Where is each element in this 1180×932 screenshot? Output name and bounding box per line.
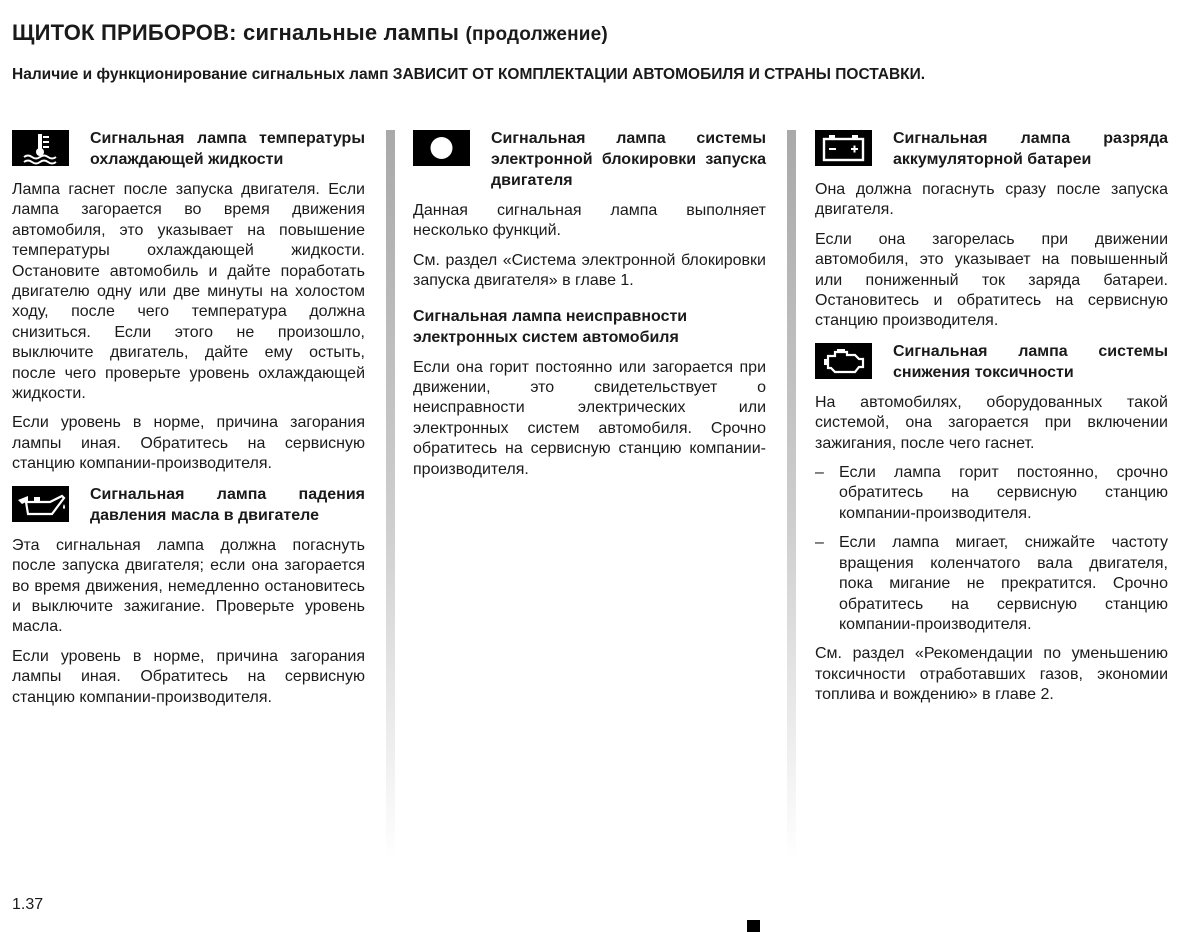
oil-heading-text: Сигнальная лампа падения давления масла в двигателе [90, 485, 365, 524]
coolant-section-heading [12, 128, 365, 170]
battery-heading-text: Сигнальная лампа разряда аккумуляторной батареи [893, 130, 1168, 168]
oil-pressure-icon [12, 486, 69, 522]
coolant-text: Лампа гаснет после запуска двигателя. Если лампа загорается во время движения автомобиля, это указывает на повышение температуры охлаждающей жидкости. Остановите автомобиль и дайте поработать двигателю одну или две минуты на холостом ходу, после чего температура должна снизиться. Если этого не произошло, выключите двигатель, дайте ему остыть, после чего проверьте уровень охлаждающей жидкости. [12, 181, 365, 403]
immobilizer-section-heading [413, 128, 766, 191]
list-dash: – [815, 464, 824, 482]
emission-text: На автомобилях, оборудованных такой системой, она загорается при включении зажигания, после чего гаснет. [815, 393, 1168, 452]
page-number: 1.37 [12, 896, 44, 913]
battery-text-2: Если она загорелась при движении автомобиля, это указывает на повышенный или пониженный ток заряда батареи. Остановитесь и обратитесь на сервисную станцию производителя. [815, 230, 1168, 330]
battery-icon [815, 130, 872, 166]
emission-section-heading [815, 341, 1168, 383]
page-title [12, 20, 608, 46]
column-left [12, 128, 365, 717]
electronics-section-heading: Сигнальная лампа неисправности электронных систем автомобиля [413, 307, 688, 346]
battery-section-heading [815, 128, 1168, 170]
list-item-text: Если лампа горит постоянно, срочно обратитесь на сервисную станцию компании-производителя. [839, 464, 1168, 522]
coolant-heading-text: Сигнальная лампа температуры охлаждающей жидкости [90, 130, 365, 168]
intro-note: Наличие и функционирование сигнальных ламп ЗАВИСИТ ОТ КОМПЛЕКТАЦИИ АВТОМОБИЛЯ И СТРАНЫ ПОСТАВКИ. [12, 66, 926, 83]
electronics-text: Если она горит постоянно или загорается при движении, это свидетельствует о неисправности электрических или электронных систем автомобиля. Срочно обратитесь на сервисную станцию компании-производителя. [413, 358, 766, 478]
list-dash: – [815, 534, 824, 552]
oil-section-heading [12, 484, 365, 526]
battery-text: Она должна погаснуть сразу после запуска двигателя. [815, 181, 1168, 219]
list-item-text: Если лампа мигает, снижайте частоту вращения коленчатого вала двигателя, пока мигание не прекратится. Срочно обратитесь на сервисную станцию компании-производителя. [839, 534, 1168, 633]
coolant-text-2: Если уровень в норме, причина загорания лампы иная. Обратитесь на сервисную станцию компании-производителя. [12, 414, 365, 473]
emission-heading-text: Сигнальная лампа системы снижения токсичности [893, 342, 1168, 381]
immobilizer-dot-icon [413, 130, 470, 166]
oil-text: Эта сигнальная лампа должна погаснуть после запуска двигателя; если она загорается во время движения, немедленно остановитесь и выключите зажигание. Проверьте уровень масла. [12, 536, 365, 636]
emission-list-item [815, 463, 1168, 524]
page-title-suffix: (продолжение) [465, 24, 608, 45]
page-title-main: ЩИТОК ПРИБОРОВ: сигнальные лампы [12, 20, 460, 45]
column-separator [787, 130, 796, 860]
emission-list-item [815, 533, 1168, 635]
column-middle [413, 128, 766, 489]
emission-text-2: См. раздел «Рекомендации по уменьшению токсичности отработавших газов, экономии топлива и вождению» в главе 2. [815, 645, 1168, 704]
engine-check-icon [815, 343, 872, 379]
coolant-temperature-icon [12, 130, 69, 166]
end-of-section-mark [747, 920, 760, 932]
column-right [815, 128, 1168, 715]
column-separator [386, 130, 395, 860]
immobilizer-heading-text: Сигнальная лампа системы электронной блокировки запуска двигателя [491, 130, 766, 189]
oil-text-2: Если уровень в норме, причина загорания лампы иная. Обратитесь на сервисную станцию компании-производителя. [12, 647, 365, 706]
immobilizer-text-2: См. раздел «Система электронной блокировки запуска двигателя» в главе 1. [413, 251, 766, 290]
immobilizer-text: Данная сигнальная лампа выполняет несколько функций. [413, 202, 766, 240]
